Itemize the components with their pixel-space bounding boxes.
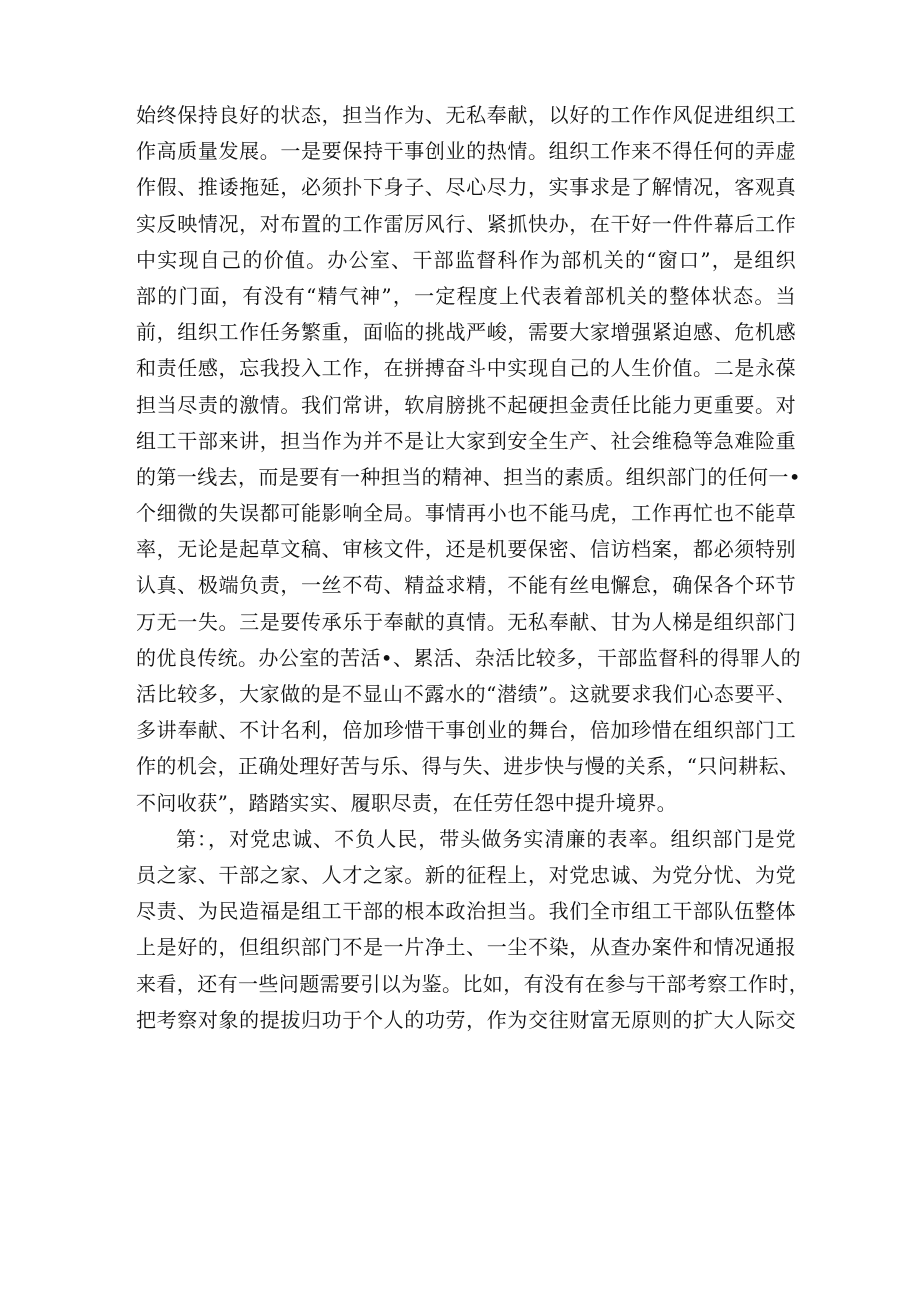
paragraph-1-line: 担当尽责的激情。我们常讲，软肩膀挑不起硬担金责任比能力更重要。对 — [136, 392, 796, 417]
paragraph-2-line: 员之家、干部之家、人才之家。新的征程上，对党忠诚、为党分忧、为党 — [136, 862, 796, 887]
paragraph-1-line: 作的机会，正确处理好苦与乐、得与失、进步快与慢的关系，“只问耕耘、 — [136, 754, 800, 779]
paragraph-2-line: 第：，对党忠诚、不负人民，带头做务实清廉的表率。组织部门是党 — [176, 826, 796, 851]
paragraph-1-line: 万无一失。三是要传承乐于奉献的真情。无私奉献、甘为人梯是组织部门 — [136, 609, 796, 634]
paragraph-1-line: 的第一线去，而是要有一种担当的精神、担当的素质。组织部门的任何一• — [136, 464, 801, 489]
paragraph-1-line: 和责任感，忘我投入工作，在拼搏奋斗中实现自己的人生价值。二是永葆 — [136, 356, 796, 381]
paragraph-1-line: 前，组织工作任务繁重，面临的挑战严峻，需要大家增强紧迫感、危机感 — [136, 320, 796, 345]
paragraph-1-line: 个细微的失误都可能影响全局。事情再小也不能马虎，工作再忙也不能草 — [136, 501, 796, 526]
paragraph-1-line: 作高质量发展。一是要保持干事创业的热情。组织工作来不得任何的弄虚 — [136, 139, 796, 164]
paragraph-1-line: 多讲奉献、不计名利，倍加珍惜干事创业的舞台，倍加珍惜在组织部门工 — [136, 718, 796, 743]
paragraph-1-line: 的优良传统。办公室的苦活•、累活、杂活比较多，干部监督科的得罪人的 — [136, 645, 801, 670]
paragraph-2-line: 上是好的，但组织部门不是一片净土、一尘不染，从查办案件和情况通报 — [136, 935, 796, 960]
paragraph-1-line: 始终保持良好的状态，担当作为、无私奉献，以好的工作作风促进组织工 — [136, 103, 796, 127]
paragraph-1-line: 中实现自己的价值。办公室、干部监督科作为部机关的“窗口”，是组织 — [136, 247, 796, 272]
paragraph-2-line: 尽责、为民造福是组工干部的根本政治担当。我们全市组工干部队伍整体 — [136, 899, 796, 924]
paragraph-1-line: 活比较多，大家做的是不显山不露水的“潜绩”。这就要求我们心态要平、 — [136, 682, 796, 706]
paragraph-2-line: 来看，还有一些问题需要引以为鉴。比如，有没有在参与干部考察工作时， — [136, 971, 810, 996]
paragraph-2-line: 把考察对象的提拔归功于个人的功劳，作为交往财富无原则的扩大人际交 — [136, 1007, 796, 1032]
paragraph-1-line: 认真、极端负责，一丝不苟、精益求精，不能有丝电懈怠，确保各个环节 — [136, 573, 796, 598]
body-text — [136, 97, 810, 1038]
paragraph-1-line: 部的门面，有没有“精气神”，一定程度上代表着部机关的整体状态。当 — [136, 283, 796, 308]
paragraph-1-line: 组工干部来讲，担当作为并不是让大家到安全生产、社会维稳等急难险重 — [136, 428, 796, 453]
paragraph-1-line: 实反映情况，对布置的工作雷厉风行、紧抓快办，在干好一件件幕后工作 — [136, 211, 796, 236]
paragraph-1-line: 不问收获”，踏踏实实、履职尽责，在任劳任怨中提升境界。 — [136, 790, 678, 815]
paragraph-1-line: 率，无论是起草文稿、审核文件，还是机要保密、信访档案，都必须特别 — [136, 537, 796, 562]
paragraph-1-line: 作假、推诿拖延，必须扑下身子、尽心尽力，实事求是了解情况，客观真 — [136, 175, 796, 200]
